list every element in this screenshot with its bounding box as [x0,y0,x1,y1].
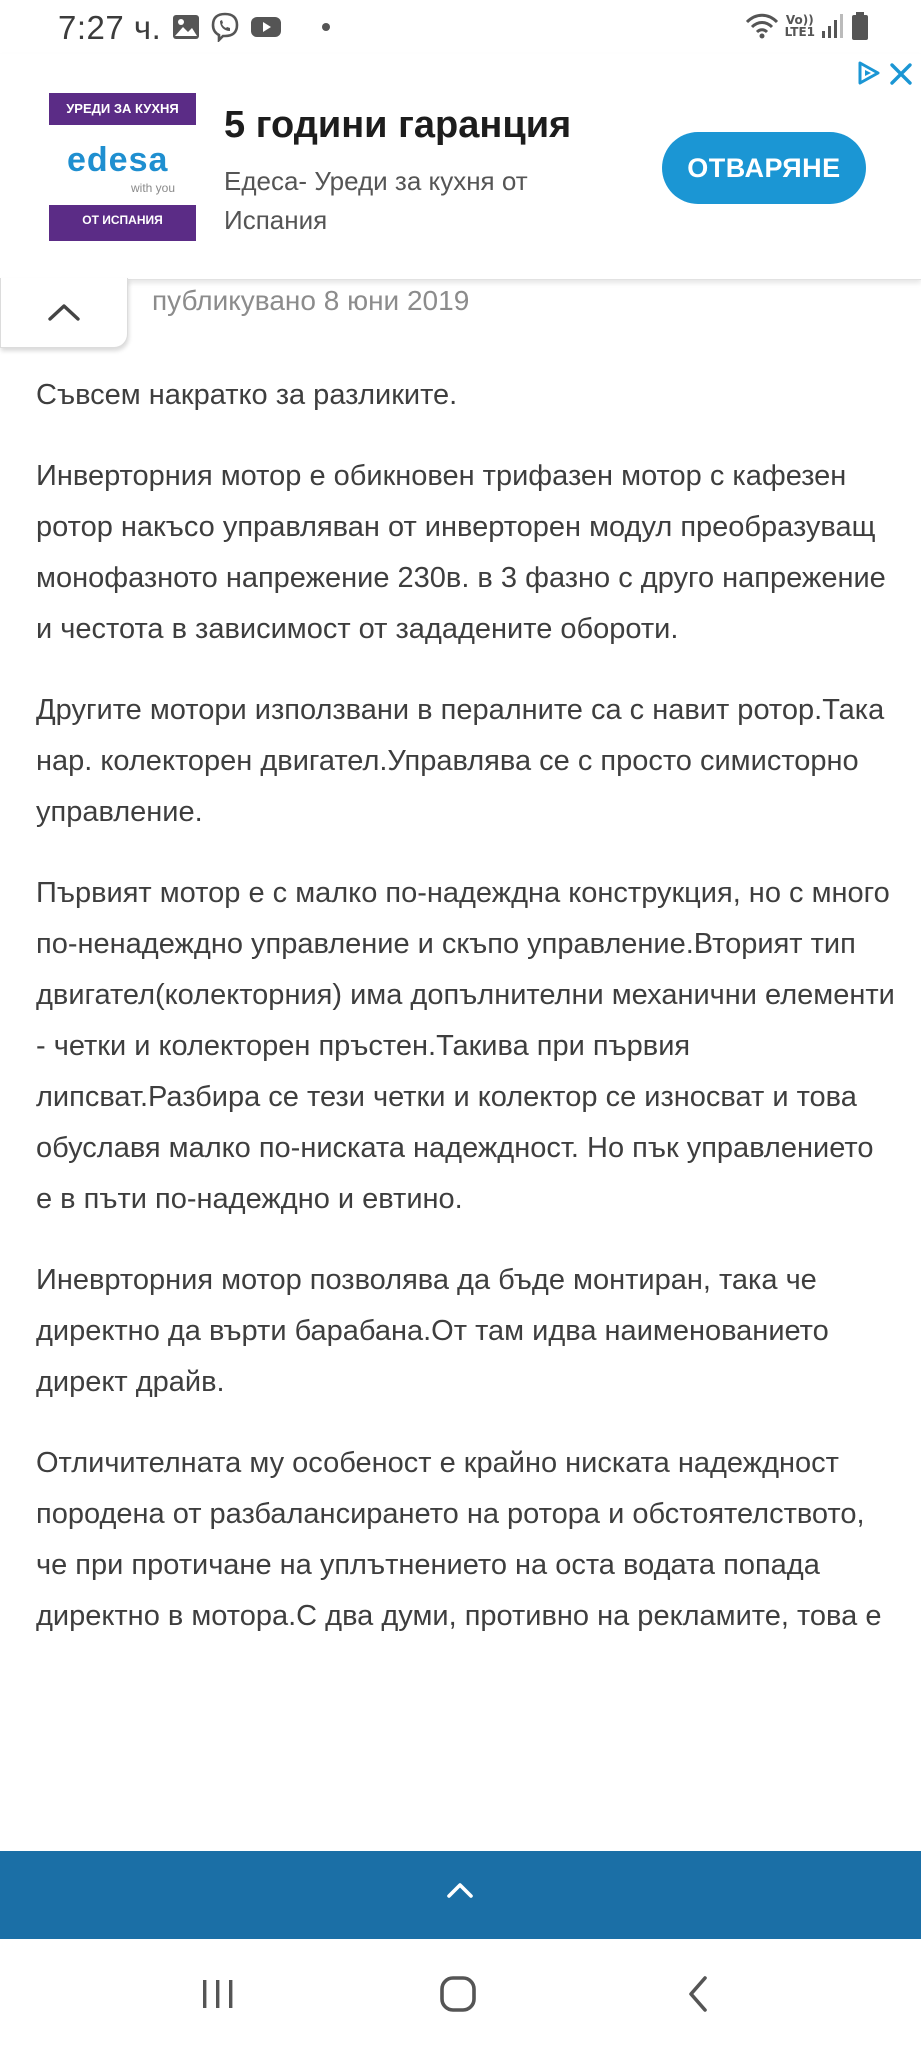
status-bar [0,0,921,54]
gallery-icon [172,14,200,40]
ad-banner[interactable] [0,54,921,280]
status-time: 7:27 ч. [58,9,162,46]
notification-dot [322,23,330,31]
signal-icon [821,13,845,39]
system-icons [745,8,869,44]
back-icon [686,1975,710,2013]
article-paragraph: Отличителната му особеност е крайно ниската надеждност породена от разбалансирането на ротора и обстоятелството, че при протичане на уплътнението на оста водата попада директно в мотора.С два думи, противно на рекламите, това е [36,1447,882,1632]
ad-logo[interactable] [49,93,196,241]
youtube-icon [250,15,282,39]
battery-icon [851,11,869,41]
scroll-to-top-bar[interactable] [0,1851,921,1939]
article-paragraph: Инверторния мотор е обикновен трифазен мотор с кафезен ротор накъсо управляван от инверторен модул преобразуващ монофазното напрежение 230в. в 3 фазно с друго напрежение и честота в зависимост от зададените обороти. [36,460,886,645]
recent-apps-button[interactable] [158,1939,278,2048]
ad-logo-brand-area [49,125,196,205]
ad-logo-top-text: УРЕДИ ЗА КУХНЯ [66,101,179,116]
chevron-up-icon [47,302,81,322]
wifi-icon [745,13,779,39]
ad-logo-tagline: with you [131,181,176,195]
adchoices-icon[interactable] [856,60,882,86]
article-body [36,370,896,1672]
chevron-up-icon [446,1881,474,1899]
ad-open-button[interactable]: ОТВАРЯНЕ [662,132,866,204]
back-button[interactable] [638,1939,758,2048]
system-navigation-bar [0,1939,921,2048]
home-button[interactable] [398,1939,518,2048]
article-paragraph: Иневрторния мотор позволява да бъде монтиран, така че директно да върти барабана.От там идва наименованието директ драйв. [36,1264,829,1398]
volte-top: Vo)) [785,13,814,27]
recent-apps-icon [200,1978,236,2010]
volte-indicator [785,14,815,38]
ad-title[interactable]: 5 години гаранция [224,104,572,146]
ad-description[interactable]: Едеса- Уреди за кухня от Испания [224,166,528,235]
home-icon [439,1975,477,2013]
ad-logo-bottom-text: ОТ ИСПАНИЯ [82,213,163,227]
close-icon[interactable] [889,62,913,86]
viber-icon [210,12,240,42]
ad-logo-brand: edesa [67,141,169,179]
notification-icons [172,12,330,42]
article-paragraph: Първият мотор е с малко по-надеждна конструкция, но с много по-ненадеждно управление и скъпо управление.Вторият тип двигател(колекторния) има допълнителни механични елементи - четки и колекторен пръстен.Такива при първия липсват.Разбира се тези четки и колектор се износват и това обуславя малко по-ниската надеждност. Но пък управлението е в пъти по-надеждно и евтино. [36,877,895,1215]
published-date: публикувано 8 юни 2019 [152,285,470,316]
collapse-ad-tab[interactable] [0,278,128,348]
article-paragraph: Другите мотори използвани в пералните са с навит ротор.Така нар. колекторен двигател.Управлява се с просто симисторно управление. [36,694,885,828]
article-paragraph: Съвсем накратко за разликите. [36,379,458,411]
volte-bottom: LTE1 [784,25,815,39]
